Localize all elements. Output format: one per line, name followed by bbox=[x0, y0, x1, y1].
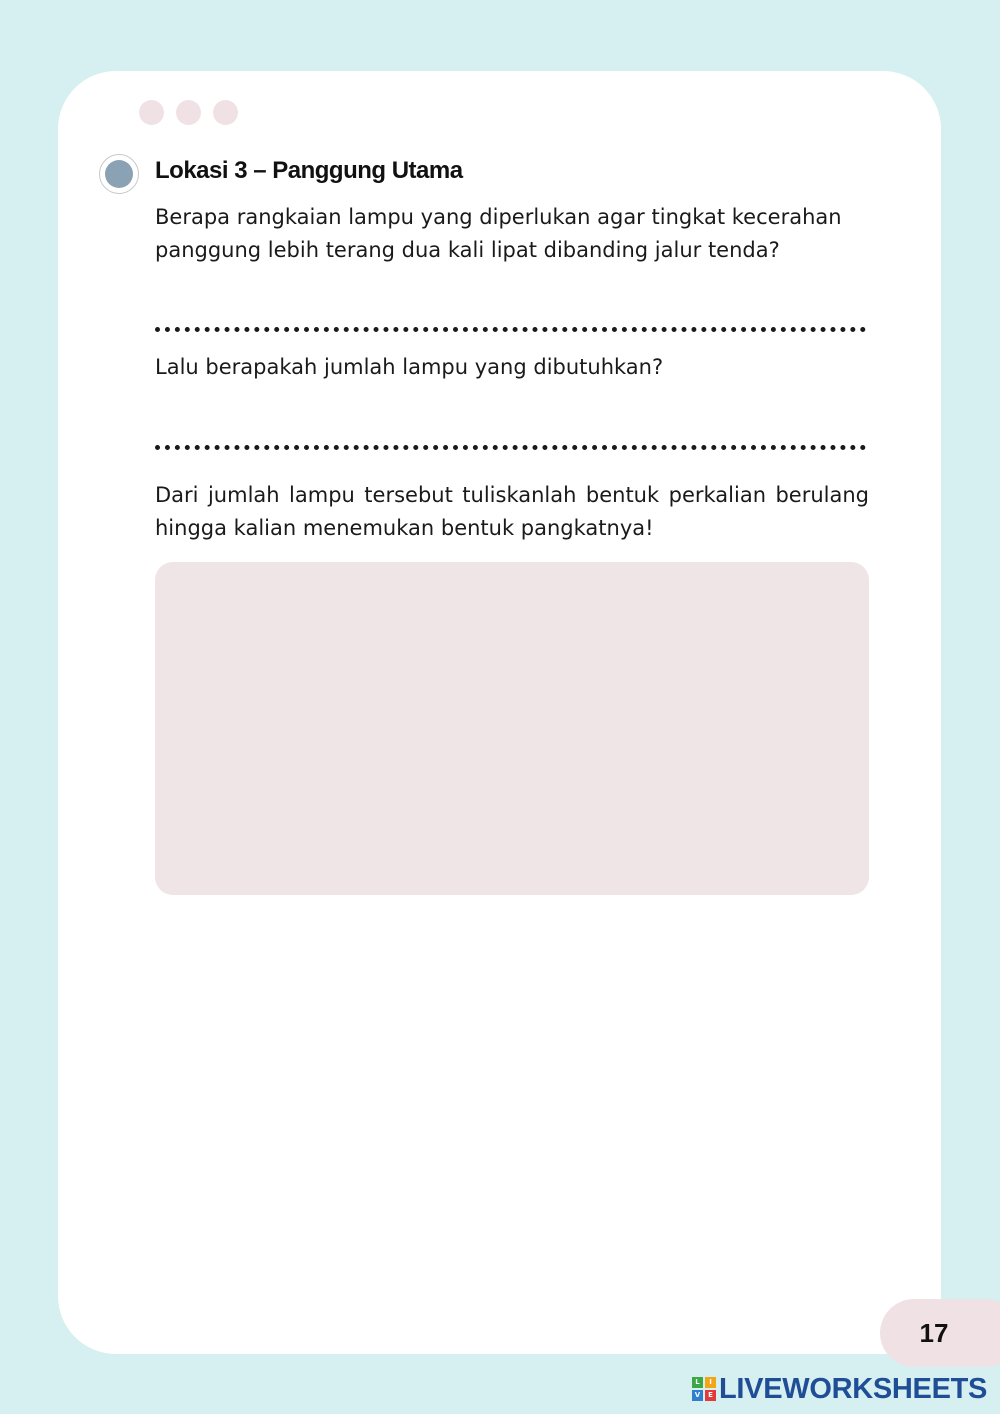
logo-tile-l: L bbox=[692, 1377, 703, 1388]
brand-logo-icon bbox=[692, 1377, 716, 1401]
section-heading: Lokasi 3 – Panggung Utama bbox=[155, 157, 463, 184]
section-bullet-icon bbox=[99, 154, 139, 194]
page-number: 17 bbox=[919, 1318, 949, 1348]
answer-line-2[interactable] bbox=[155, 445, 866, 450]
answer-box[interactable] bbox=[155, 562, 869, 895]
logo-tile-v: V bbox=[692, 1390, 703, 1401]
question-2: Lalu berapakah jumlah lampu yang dibutuhkan? bbox=[155, 355, 664, 379]
logo-tile-i: I bbox=[705, 1377, 716, 1388]
section-bullet-inner bbox=[105, 160, 133, 188]
page-number-tab bbox=[880, 1299, 1000, 1367]
answer-line-1[interactable] bbox=[155, 327, 866, 332]
brand-name: LIVEWORKSHEETS bbox=[719, 1372, 988, 1405]
brand-logo bbox=[692, 1372, 987, 1406]
decor-dot-3 bbox=[213, 100, 238, 125]
decor-dot-2 bbox=[176, 100, 201, 125]
logo-tile-e: E bbox=[705, 1390, 716, 1401]
decor-dot-1 bbox=[139, 100, 164, 125]
question-3: Dari jumlah lampu tersebut tuliskanlah bentuk perkalian berulang hingga kalian menemukan bentuk pangkatnya! bbox=[155, 483, 869, 540]
question-1: Berapa rangkaian lampu yang diperlukan agar tingkat kecerahan panggung lebih terang dua kali lipat dibanding jalur tenda? bbox=[155, 205, 842, 262]
